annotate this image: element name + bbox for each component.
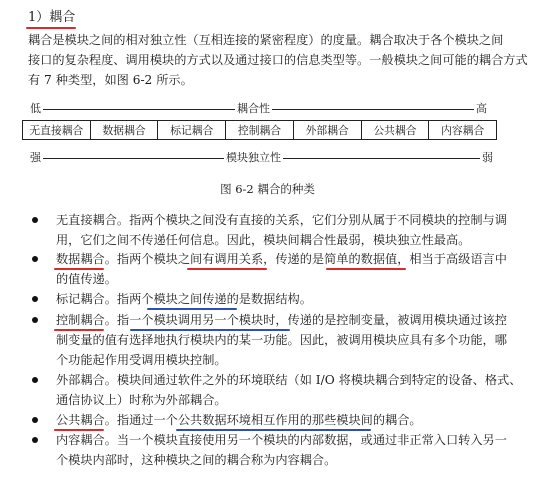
intro-line-2: 接口的复杂程度、调用模块的方式以及通过接口的信息类型等。一般模块之间可能的耦合方式	[28, 53, 528, 67]
axis-weak-label: 弱	[482, 151, 493, 164]
box-external-coupling: 外部耦合	[294, 121, 362, 139]
independence-axis	[28, 150, 498, 166]
bullet-1-line-2: 用，它们之间不传递任何信息。因此，模块间耦合性最弱，模块独立性最高。	[56, 233, 471, 247]
bullet-4-line-2: 制变量的值有选择地执行模块内的某一功能。因此，被调用模块应具有多个功能，哪	[56, 333, 507, 347]
underline-data-coupling	[54, 268, 104, 270]
bullet-2-line-1: 数据耦合。指两个模块之间有调用关系，传递的是简单的数据值，相当于高级语言中	[56, 252, 507, 266]
section-heading: 1）耦合	[28, 10, 76, 25]
intro-line-1: 耦合是模块之间的相对独立性（互相连接的紧密程度）的度量。耦合取决于各个模块之间	[28, 33, 504, 47]
bullet-4-line-1: 控制耦合。指一个模块调用另一个模块时，传递的是控制变量，被调用模块通过该控	[56, 313, 507, 327]
coupling-types-boxes	[22, 120, 497, 140]
underline-simple-data	[326, 268, 406, 270]
bullet-1-line-1: 无直接耦合。指两个模块之间没有直接的关系，它们分别从属于不同模块的控制与调	[56, 213, 507, 227]
bullet-dot-4	[32, 317, 38, 323]
box-control-coupling: 控制耦合	[226, 121, 294, 139]
bullet-dot-1	[32, 217, 38, 223]
box-no-direct-coupling: 无直接耦合	[23, 121, 91, 139]
bullet-dot-7	[32, 437, 38, 443]
box-data-coupling: 数据耦合	[91, 121, 159, 139]
axis-coupling-label: 耦合性	[237, 102, 270, 115]
underline-module-calls-another	[130, 329, 290, 331]
bullet-dot-6	[32, 417, 38, 423]
box-content-coupling: 内容耦合	[441, 123, 485, 137]
underline-call-relation	[187, 268, 267, 270]
axis-strong-label: 强	[30, 151, 41, 164]
heading-underline	[26, 27, 76, 29]
bullet-6-line-1: 公共耦合。指通过一个公共数据环境相互作用的那些模块间的耦合。	[56, 413, 422, 427]
bullet-5-line-1: 外部耦合。模块间通过软件之外的环境联结（如 I/O 将模块耦合到特定的设备、格式、	[56, 373, 522, 387]
bullet-3-line-1: 标记耦合。指两个模块之间传递的是数据结构。	[56, 292, 312, 306]
bullet-7-line-2: 个模块内部时，这种模块之间的耦合称为内容耦合。	[56, 453, 337, 467]
box-common-coupling: 公共耦合	[362, 121, 430, 139]
bullet-7-line-1: 内容耦合。当一个模块直接使用另一个模块的内部数据，或通过非正常入口转入另一	[56, 433, 507, 447]
figure-caption: 图 6-2 耦合的种类	[220, 182, 315, 196]
bullet-dot-2	[32, 256, 38, 262]
bullet-2-line-2: 的值传递。	[56, 272, 117, 286]
axis-low-label: 低	[30, 102, 41, 115]
coupling-axis	[28, 101, 498, 117]
bullet-dot-3	[32, 296, 38, 302]
axis-independence-label: 模块独立性	[226, 151, 281, 164]
intro-line-3: 有 7 种类型，如图 6-2 所示。	[28, 73, 193, 87]
underline-control-coupling	[54, 329, 104, 331]
bullet-5-line-2: 通信协议上）时称为外部耦合。	[56, 393, 227, 407]
bullet-4-line-3: 个功能起作用受调用模块控制。	[56, 353, 227, 367]
bullet-dot-5	[32, 377, 38, 383]
axis-high-label: 高	[476, 102, 487, 115]
box-stamp-coupling: 标记耦合	[158, 121, 226, 139]
